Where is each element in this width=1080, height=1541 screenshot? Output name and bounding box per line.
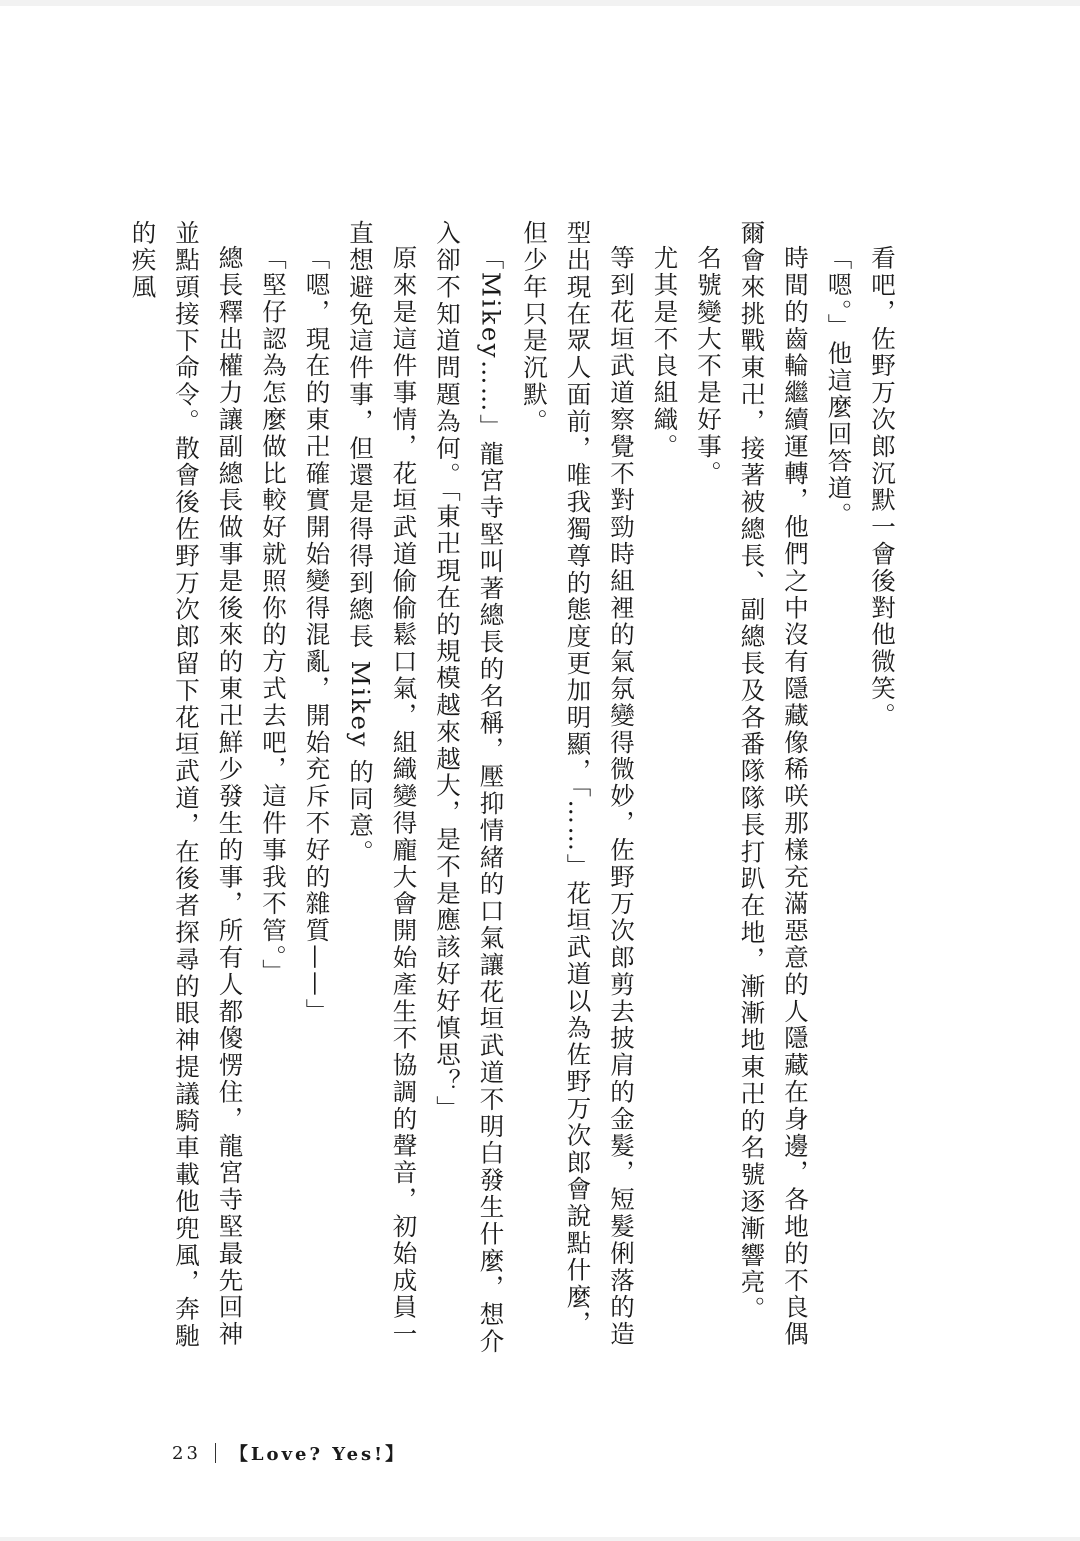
vertical-text-body [128,220,904,1362]
paragraph: 「堅仔認為怎麼做比較好就照你的方式去吧，這件事我不管。」 [259,244,288,986]
paragraph: 尤其是不良組織。 [650,244,680,460]
paragraph: 總長釋出權力讓副總長做事是後來的東卍鮮少發生的事，所有人都傻愣住，龍宮寺堅最先回神並點頭接下命令。散會後佐野万次郎留下花垣武道，在後者探尋的眼神提議騎車載他兜風，奔馳的疾風 [128,220,245,1350]
page-number: 23 [172,1442,201,1464]
paragraph: 原來是這件事情，花垣武道偷偷鬆口氣，組織變得龐大會開始產生不協調的聲音，初始成員一直想避免這件事，但還是得得到總長 Mikey 的同意。 [346,220,419,1348]
paragraph: 「嗯。」他這麼回答道。 [824,244,854,529]
paragraph: 「嗯，現在的東卍確實開始變得混亂，開始充斥不好的雜質——」 [302,244,332,1025]
paragraph: 看吧，佐野万次郎沉默一會後對他微笑。 [868,244,897,729]
paragraph: 時間的齒輪繼續運轉，他們之中沒有隱藏像稀咲那樣充滿惡意的人隱藏在身邊，各地的不良偶爾會來挑戰東卍，接著被總長、副總長及各番隊隊長打趴在地，漸漸地東卍的名號逐漸響亮。 [737,220,810,1348]
footer-divider [215,1443,216,1463]
paragraph: 等到花垣武道察覺不對勁時組裡的氣氛變得微妙，佐野万次郎剪去披肩的金髮，短髮俐落的造型出現在眾人面前，唯我獨尊的態度更加明顯，「……」花垣武道以為佐野万次郎會說點什麼，但少年只是沉默。 [520,220,636,1348]
paragraph: 「Mikey……」龍宮寺堅叫著總長的名稱，壓抑情緒的口氣讓花垣武道不明白發生什麼，想介入卻不知道問題為何。「東卍現在的規模越來越大，是不是應該好好慎思？」 [433,220,506,1355]
book-title: 【Love? Yes!】 [229,1444,407,1465]
paragraph: 名號變大不是好事。 [694,244,723,487]
page-footer [172,1440,406,1466]
